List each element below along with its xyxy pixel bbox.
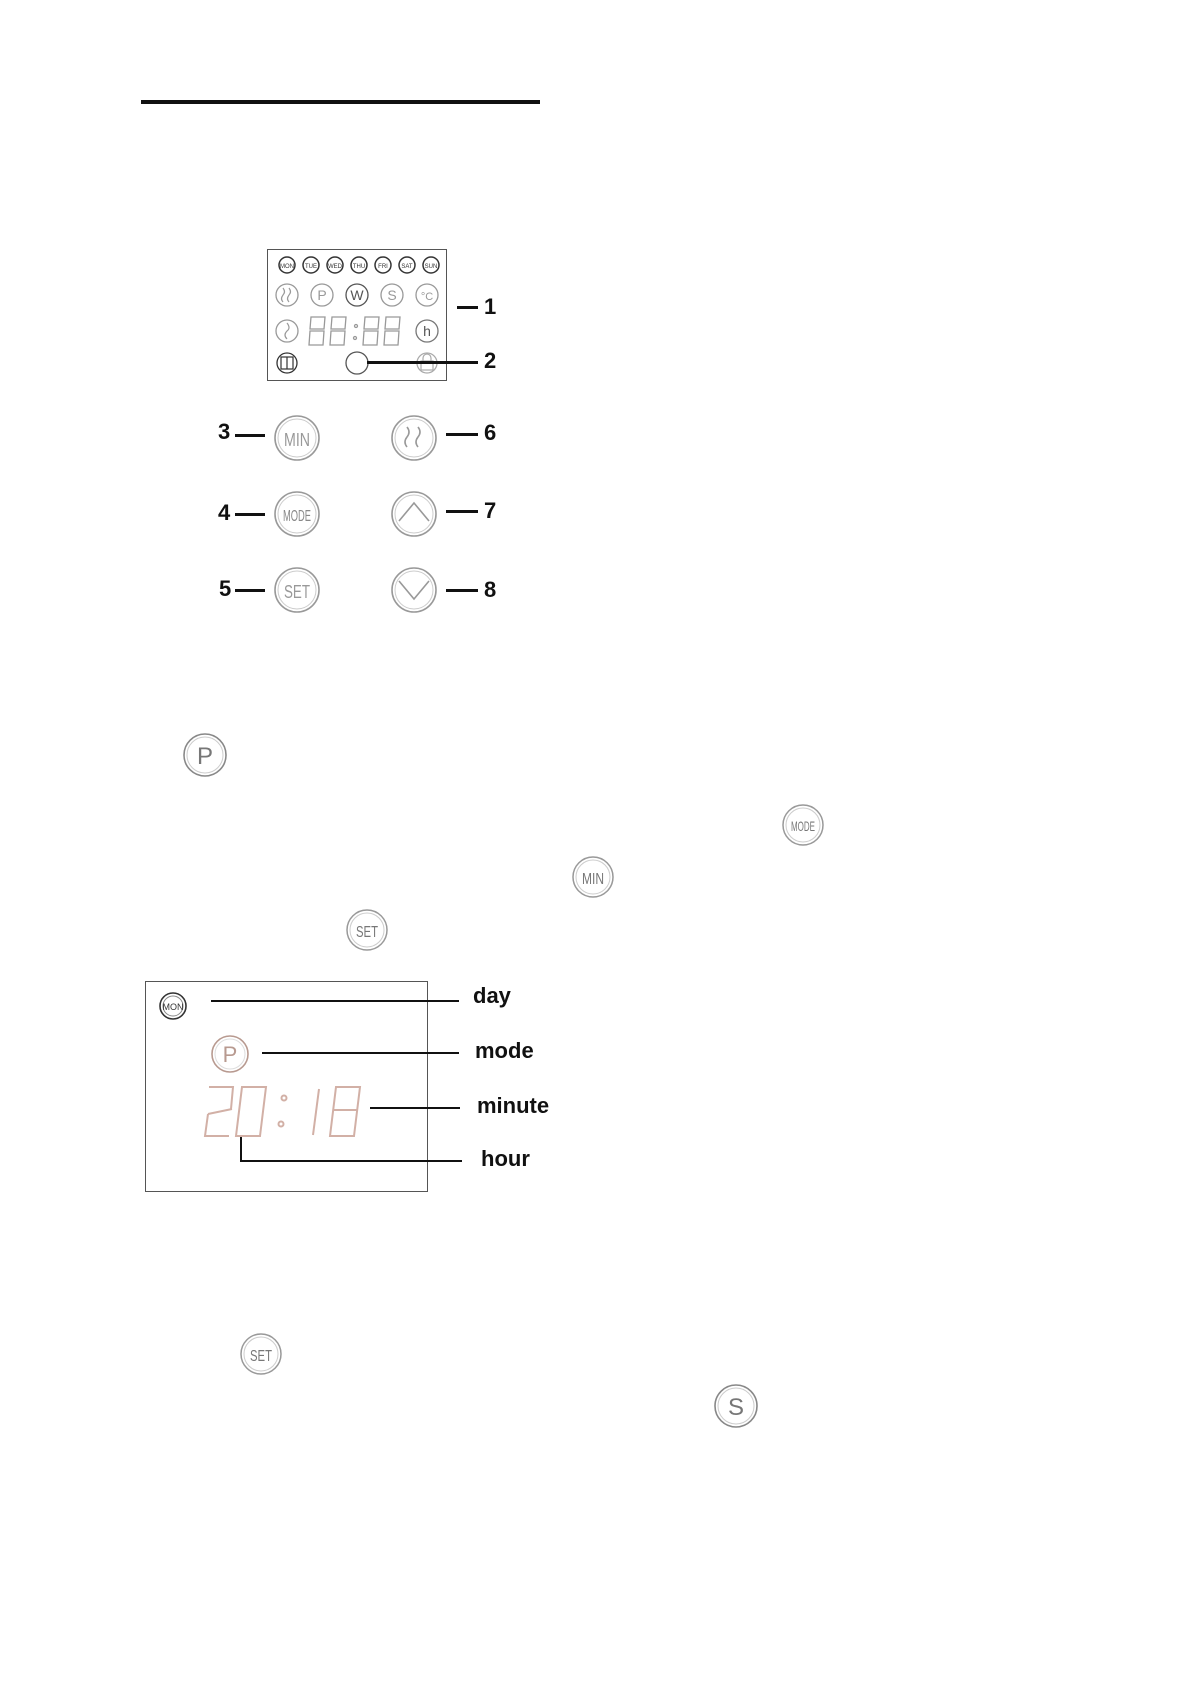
status-indicator-icon bbox=[346, 352, 368, 374]
callout-leader-8 bbox=[446, 589, 478, 592]
summer-mode-inline-icon bbox=[711, 1381, 761, 1431]
program-mode-inline-icon bbox=[180, 730, 230, 780]
svg-text:SET: SET bbox=[356, 924, 379, 941]
day-icon-wed bbox=[327, 257, 343, 273]
day-icon-fri bbox=[375, 257, 391, 273]
min-button-inline-icon bbox=[570, 854, 616, 900]
svg-text:S: S bbox=[727, 1394, 745, 1421]
min-button bbox=[275, 416, 319, 460]
callout-leader-2 bbox=[367, 361, 478, 364]
heat-icon bbox=[276, 284, 298, 306]
svg-text:P: P bbox=[196, 743, 214, 770]
clock-digits bbox=[309, 317, 400, 345]
day-leader bbox=[211, 1000, 459, 1002]
callout-number-1: 1 bbox=[484, 294, 497, 319]
callout-leader-6 bbox=[446, 433, 478, 436]
day-icon-mon bbox=[279, 257, 295, 273]
mode-button bbox=[275, 492, 319, 536]
svg-text:h: h bbox=[423, 323, 431, 339]
svg-text:FRI: FRI bbox=[378, 264, 388, 270]
program-p-icon bbox=[212, 1036, 248, 1072]
day-row bbox=[279, 257, 439, 273]
down-button bbox=[392, 568, 436, 612]
hour-leader-vertical bbox=[240, 1137, 242, 1162]
svg-text:TUE: TUE bbox=[305, 264, 317, 270]
svg-text:WED: WED bbox=[328, 264, 342, 270]
callout-leader-1 bbox=[457, 306, 478, 309]
svg-text:P: P bbox=[317, 287, 327, 303]
set-button bbox=[275, 568, 319, 612]
svg-text:°C: °C bbox=[420, 291, 434, 303]
time-digits bbox=[205, 1087, 360, 1136]
heat-button bbox=[392, 416, 436, 460]
day-label: day bbox=[473, 983, 511, 1008]
svg-text:MON: MON bbox=[280, 264, 294, 270]
svg-text:MIN: MIN bbox=[582, 871, 604, 888]
day-icon-tue bbox=[303, 257, 319, 273]
day-icon-thu bbox=[351, 257, 367, 273]
header-rule bbox=[141, 100, 540, 104]
hour-leader bbox=[240, 1160, 462, 1162]
callout-leader-3 bbox=[235, 434, 265, 437]
hour-label: hour bbox=[481, 1146, 530, 1171]
svg-text:SUN: SUN bbox=[424, 264, 438, 270]
callout-number-4: 4 bbox=[218, 500, 231, 525]
program-icon bbox=[311, 284, 333, 306]
day-icon-sun bbox=[423, 257, 439, 273]
mode-label: mode bbox=[475, 1038, 534, 1063]
summer-icon bbox=[381, 284, 403, 306]
button-diagram bbox=[0, 400, 1191, 640]
minute-leader bbox=[370, 1107, 460, 1109]
callout-number-7: 7 bbox=[484, 498, 497, 523]
svg-text:MON: MON bbox=[162, 1002, 184, 1012]
svg-text:MODE: MODE bbox=[791, 818, 815, 834]
hour-indicator-icon bbox=[416, 320, 438, 342]
celsius-icon bbox=[416, 284, 438, 306]
svg-text:SET: SET bbox=[250, 1348, 273, 1365]
set-button-inline-icon-2 bbox=[238, 1331, 284, 1377]
up-button bbox=[392, 492, 436, 536]
svg-text:SET: SET bbox=[284, 582, 310, 602]
mode-button-inline-icon bbox=[780, 802, 826, 848]
day-icon-sat bbox=[399, 257, 415, 273]
svg-text:SAT: SAT bbox=[401, 264, 413, 270]
svg-text:S: S bbox=[387, 287, 397, 303]
window-icon bbox=[277, 353, 297, 373]
callout-number-8: 8 bbox=[484, 577, 497, 602]
callout-leader-4 bbox=[235, 513, 265, 516]
mode-leader bbox=[262, 1052, 459, 1054]
callout-number-6: 6 bbox=[484, 420, 497, 445]
svg-text:W: W bbox=[350, 287, 364, 303]
day-mon-icon bbox=[160, 993, 186, 1019]
callout-leader-5 bbox=[235, 589, 265, 592]
svg-text:MODE: MODE bbox=[283, 508, 311, 525]
flame-icon bbox=[276, 320, 298, 342]
svg-text:MIN: MIN bbox=[284, 430, 310, 450]
set-button-inline-icon bbox=[344, 907, 390, 953]
minute-label: minute bbox=[477, 1093, 550, 1118]
callout-number-2: 2 bbox=[484, 348, 497, 373]
callout-leader-7 bbox=[446, 510, 478, 513]
callout-number-3: 3 bbox=[218, 419, 231, 444]
workday-icon bbox=[346, 284, 368, 306]
svg-text:THU: THU bbox=[352, 264, 366, 270]
svg-text:P: P bbox=[222, 1042, 238, 1067]
callout-number-5: 5 bbox=[219, 576, 232, 601]
